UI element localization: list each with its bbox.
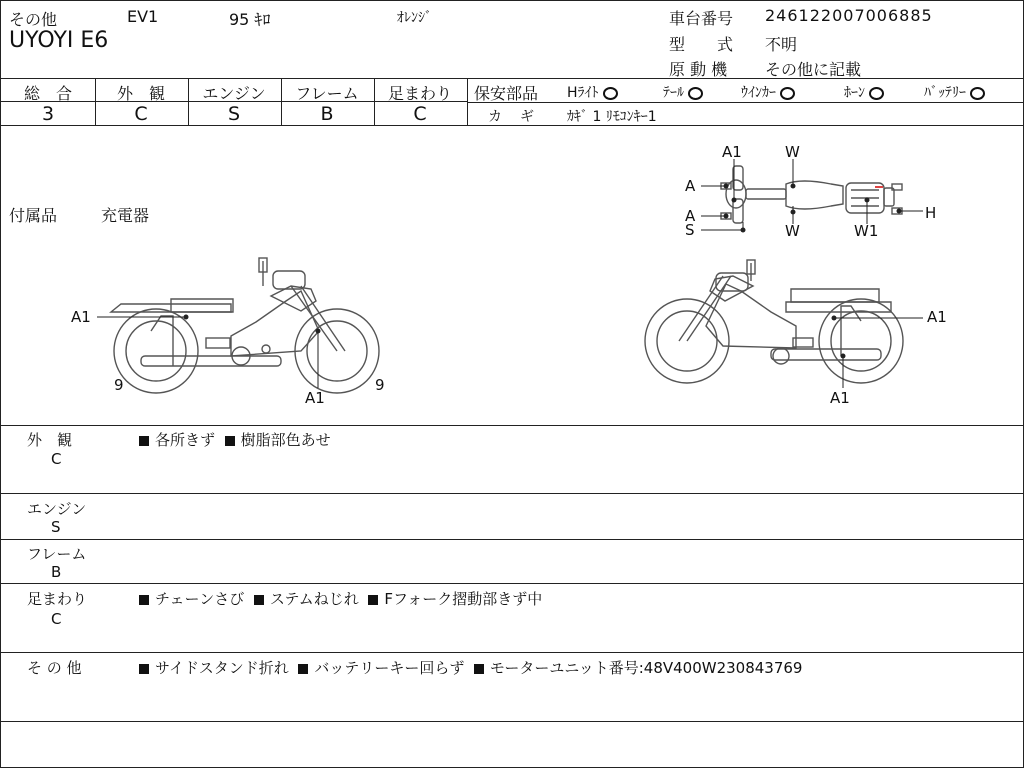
model-code: EV1 <box>127 7 159 26</box>
detail-label-engine: エンジン <box>27 500 87 518</box>
keys-value: ｶｷﾞ 1 ﾘﾓｺﾝｷｰ1 <box>567 109 657 125</box>
safety-battery: ﾊﾞｯﾃﾘｰ <box>924 82 985 102</box>
damage-label: 9 <box>375 376 385 394</box>
divider <box>1 539 1023 540</box>
color: ｵﾚﾝｼﾞ <box>397 10 432 26</box>
accessories-value: 充電器 <box>101 206 150 225</box>
bullet-icon <box>139 595 149 605</box>
detail-grade-frame: B <box>51 563 62 581</box>
grade-value-exterior: C <box>134 103 148 125</box>
damage-label: W1 <box>854 222 879 240</box>
damage-label: A <box>685 177 696 195</box>
grade-label-engine: エンジン <box>202 84 266 103</box>
damage-label: H <box>925 204 937 222</box>
engine-label: 原 動 機 <box>669 60 728 79</box>
damage-label: 9 <box>114 376 124 394</box>
accessories-label: 付属品 <box>9 206 58 225</box>
detail-notes-suspension: チェーンさび ステムねじれ Fフォーク摺動部きず中 <box>139 588 542 609</box>
damage-label: A1 <box>830 389 850 407</box>
detail-label-suspension: 足まわり <box>27 590 88 608</box>
divider <box>1 721 1023 722</box>
top-view-scooter <box>721 166 902 223</box>
safety-winker: ｳｲﾝｶｰ <box>741 82 795 102</box>
scooter-diagram <box>1 126 1023 424</box>
detail-label-exterior: 外 観 <box>27 431 73 449</box>
detail-label-frame: フレーム <box>27 545 87 563</box>
damage-label: W <box>785 222 800 240</box>
frame-no-label: 車台番号 <box>669 9 734 28</box>
damage-label: W <box>785 143 800 161</box>
bullet-icon <box>139 436 149 446</box>
damage-label: A1 <box>722 143 742 161</box>
engine-value: その他に記載 <box>765 60 862 79</box>
tail-ok-icon <box>688 87 703 100</box>
winker-ok-icon <box>780 87 795 100</box>
grade-value-frame: B <box>320 103 334 125</box>
detail-grade-engine: S <box>51 518 61 536</box>
damage-label: A <box>685 207 696 225</box>
right-view-scooter <box>645 260 903 383</box>
detail-notes-exterior: 各所きず 樹脂部色あせ <box>139 429 331 450</box>
divider <box>1 493 1023 494</box>
type-label: 型 式 <box>669 35 734 54</box>
grade-label-overall: 総 合 <box>23 84 72 103</box>
damage-label: A1 <box>71 308 91 326</box>
type-value: 不明 <box>765 35 798 54</box>
damage-label: S <box>685 221 695 239</box>
grade-value-suspension: C <box>413 103 427 125</box>
divider <box>1 652 1023 653</box>
bullet-icon <box>368 595 378 605</box>
model-name: UYOYI E6 <box>9 28 109 53</box>
damage-label: A1 <box>927 308 947 326</box>
grade-value-overall: 3 <box>41 103 55 125</box>
divider <box>467 102 1023 103</box>
grade-value-engine: S <box>227 103 241 125</box>
safety-tail: ﾃｰﾙ <box>663 82 703 102</box>
detail-grade-suspension: C <box>51 610 62 628</box>
grade-label-exterior: 外 観 <box>116 84 165 103</box>
divider <box>1 425 1023 426</box>
safety-label: 保安部品 <box>474 84 539 103</box>
bullet-icon <box>474 664 484 674</box>
category: その他 <box>9 10 58 29</box>
safety-headlight: Hﾗｲﾄ <box>567 82 618 102</box>
mileage: 95 ｷﾛ <box>229 10 271 29</box>
battery-ok-icon <box>970 87 985 100</box>
safety-horn: ﾎｰﾝ <box>844 82 884 102</box>
detail-notes-other: サイドスタンド折れ バッテリーキー回らず モーターユニット番号:48V400W230843769 <box>139 657 802 678</box>
bullet-icon <box>254 595 264 605</box>
headlight-ok-icon <box>603 87 618 100</box>
detail-label-other: そ の 他 <box>27 659 82 677</box>
horn-ok-icon <box>869 87 884 100</box>
divider <box>1 78 1023 79</box>
bullet-icon <box>139 664 149 674</box>
bullet-icon <box>225 436 235 446</box>
left-view-scooter <box>111 258 379 393</box>
divider <box>1 583 1023 584</box>
grade-label-frame: フレーム <box>295 84 359 103</box>
bullet-icon <box>298 664 308 674</box>
damage-label: A1 <box>305 389 325 407</box>
detail-grade-exterior: C <box>51 450 62 468</box>
frame-no: 246122007006885 <box>765 6 933 25</box>
keys-label: カ ギ <box>488 109 536 125</box>
grade-label-suspension: 足まわり <box>387 84 452 103</box>
